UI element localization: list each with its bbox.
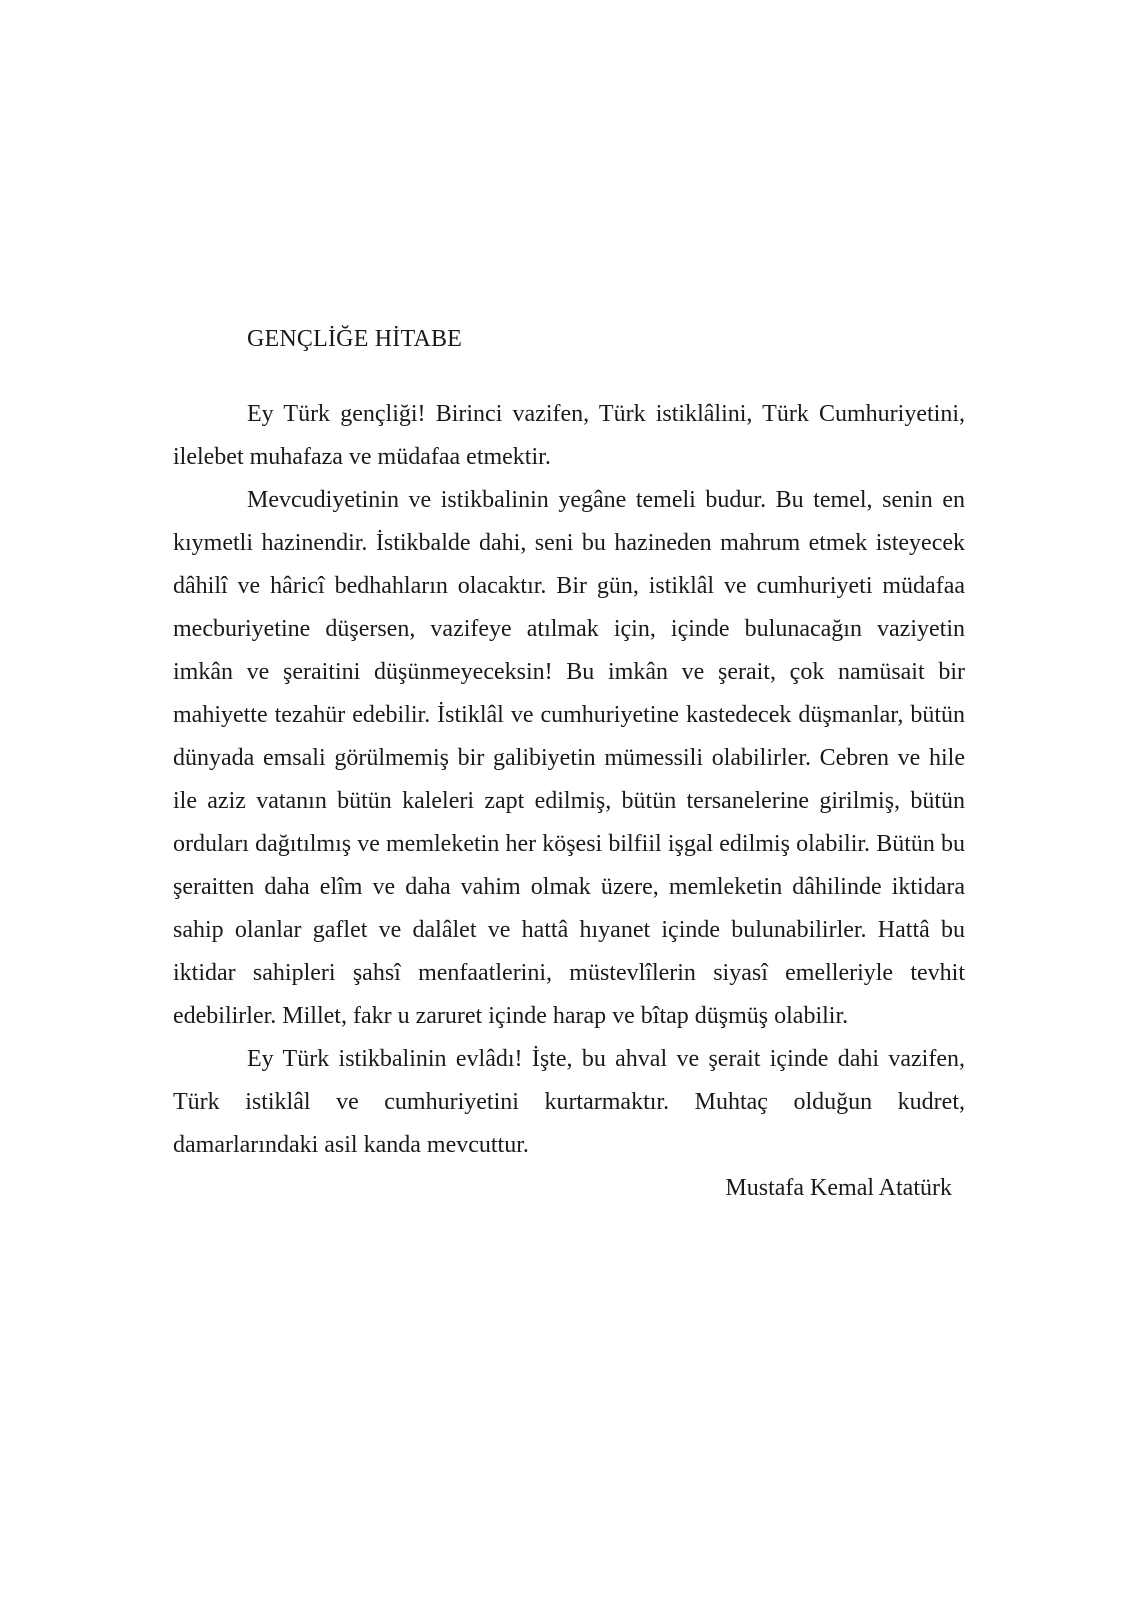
document-body: [173, 393, 965, 1167]
paragraph-3: Ey Türk istikbalinin evlâdı! İşte, bu ahval ve şerait içinde dahi vazifen, Türk istiklâl ve cumhuriyetini kurtarmaktır. Muhtaç olduğun kudret, damarlarındaki asil kanda mevcuttur.: [173, 1046, 965, 1158]
paragraph-2: Mevcudiyetinin ve istikbalinin yegâne temeli budur. Bu temel, senin en kıymetli hazinendir. İstikbalde dahi, seni bu hazineden mahrum etmek isteyecek dâhilî ve hâricî bedhahların olacaktır. Bir gün, istiklâl ve cumhuriyeti müdafaa mecburiyetine düşersen, vazifeye atılmak için, içinde bulunacağın vaziyetin imkân ve şeraitini düşünmeyeceksin! Bu imkân ve şerait, çok namüsait bir mahiyette tezahür edebilir. İstiklâl ve cumhuriyetine kastedecek düşmanlar, bütün dünyada emsali görülmemiş bir galibiyetin mümessili olabilirler. Cebren ve hile ile aziz vatanın bütün kaleleri zapt edilmiş, bütün tersanelerine girilmiş, bütün orduları dağıtılmış ve memleketin her köşesi bilfiil işgal edilmiş olabilir. Bütün bu şeraitten daha elîm ve daha vahim olmak üzere, memleketin dâhilinde iktidara sahip olanlar gaflet ve dalâlet ve hattâ hıyanet içinde bulunabilirler. Hattâ bu iktidar sahipleri şahsî menfaatlerini, müstevlîlerin siyasî emelleriyle tevhit edebilirler. Millet, fakr u zaruret içinde harap ve bîtap düşmüş olabilir.: [173, 487, 965, 1029]
paragraph-1: Ey Türk gençliği! Birinci vazifen, Türk istiklâlini, Türk Cumhuriyetini, ilelebet muhafaza ve müdafaa etmektir.: [173, 401, 965, 470]
signature: Mustafa Kemal Atatürk: [725, 1175, 952, 1201]
document-page: [173, 318, 965, 1210]
document-title: GENÇLİĞE HİTABE: [247, 326, 463, 352]
